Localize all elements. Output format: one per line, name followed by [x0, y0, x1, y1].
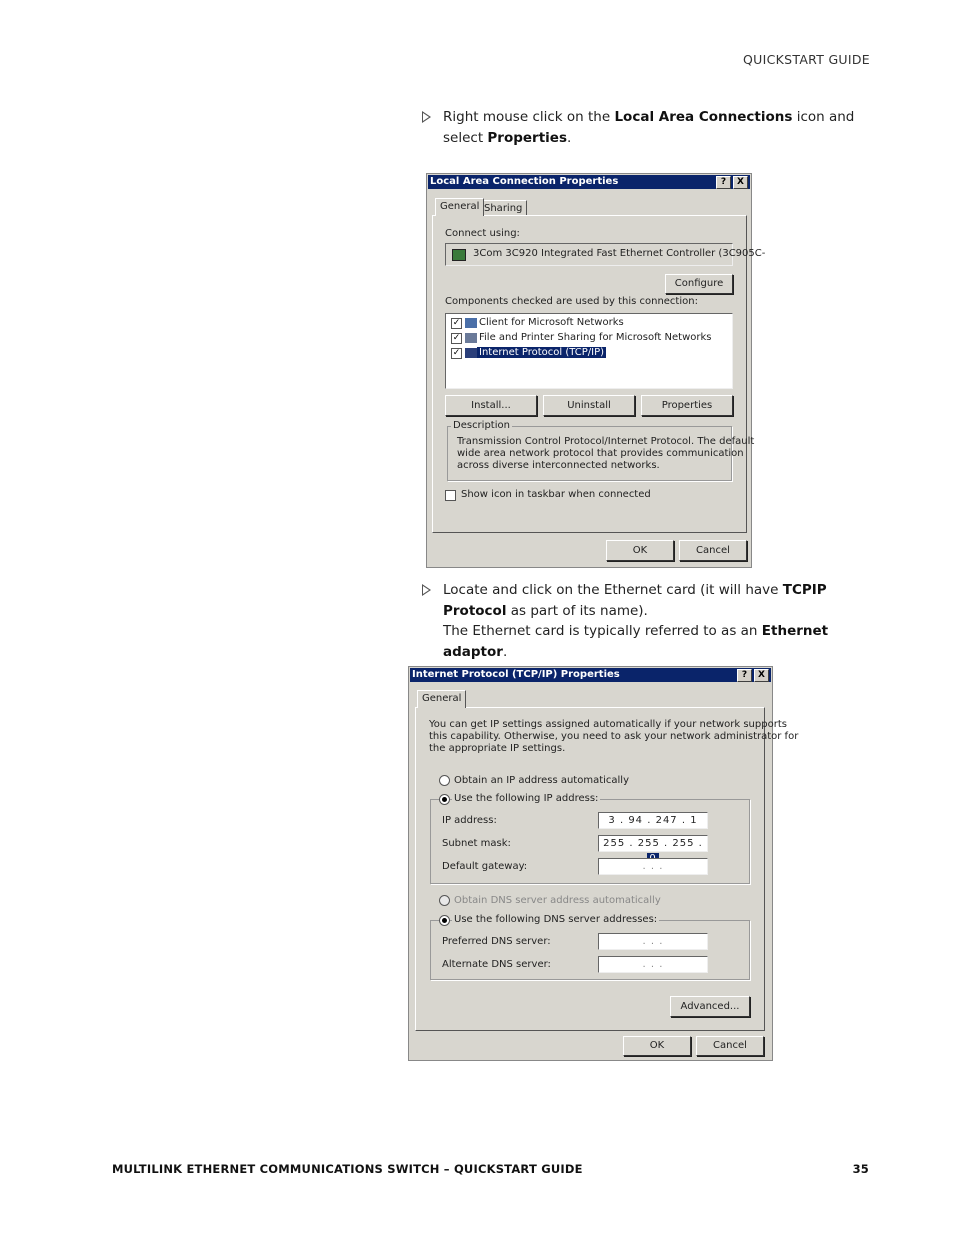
alternate-dns-label: Alternate DNS server: — [442, 959, 551, 970]
component-item-selected[interactable]: Internet Protocol (TCP/IP) — [479, 347, 605, 358]
instruction-step-2 — [422, 580, 872, 662]
tab-general[interactable]: General — [417, 690, 466, 708]
tcpip-properties-dialog — [408, 666, 799, 1061]
description-line: across diverse interconnected networks. — [457, 460, 660, 471]
ip-address-input[interactable]: 3 . 94 . 247 . 1 — [598, 812, 708, 829]
file-printer-sharing-checkbox[interactable]: ✓ — [452, 333, 461, 343]
instruction-step-2-text: Locate and click on the Ethernet card (it will have TCPIP Protocol as part of its name). The Ethernet card is typically referred to as an Ethernet adaptor. — [443, 582, 829, 660]
show-icon-checkbox[interactable] — [445, 490, 456, 501]
adapter-field: 3Com 3C920 Integrated Fast Ethernet Controller (3C905C- — [445, 243, 733, 266]
intro-line: the appropriate IP settings. — [429, 743, 566, 754]
instruction-step-1 — [422, 107, 872, 148]
obtain-dns-radio[interactable] — [439, 895, 450, 906]
ok-button[interactable]: OK — [606, 540, 674, 561]
intro-line: this capability. Otherwise, you need to ask your network administrator for — [429, 731, 799, 742]
install-button[interactable]: Install... — [445, 395, 537, 416]
configure-button[interactable]: Configure — [665, 274, 733, 294]
footer-title: MULTILINK ETHERNET COMMUNICATIONS SWITCH – QUICKSTART GUIDE — [112, 1162, 583, 1176]
ip-address-label: IP address: — [442, 815, 497, 826]
use-ip-label: Use the following IP address: — [454, 793, 599, 804]
help-button[interactable]: ? — [737, 669, 752, 682]
help-button[interactable]: ? — [716, 176, 731, 189]
running-header: QUICKSTART GUIDE — [743, 52, 870, 67]
obtain-ip-radio[interactable] — [439, 775, 450, 786]
connect-using-label: Connect using: — [445, 228, 520, 239]
alternate-dns-input[interactable]: . . . — [598, 956, 708, 973]
cancel-button[interactable]: Cancel — [679, 540, 747, 561]
client-ms-networks-checkbox[interactable]: ✓ — [452, 318, 461, 328]
description-title: Description — [453, 420, 510, 431]
dialog-title-bar: Internet Protocol (TCP/IP) Properties ? X — [410, 668, 771, 682]
tab-sharing[interactable]: Sharing — [479, 200, 527, 216]
tcpip-checkbox[interactable]: ✓ — [452, 348, 461, 358]
component-item[interactable]: Client for Microsoft Networks — [479, 317, 624, 328]
sharing-icon — [465, 333, 477, 343]
components-label: Components checked are used by this connection: — [445, 296, 698, 307]
use-dns-radio[interactable] — [439, 915, 450, 926]
preferred-dns-label: Preferred DNS server: — [442, 936, 551, 947]
page-number: 35 — [852, 1162, 869, 1176]
show-icon-label: Show icon in taskbar when connected — [461, 489, 651, 500]
tab-general[interactable]: General — [435, 198, 484, 216]
ok-button[interactable]: OK — [623, 1036, 691, 1056]
local-area-connection-properties-dialog — [426, 173, 766, 568]
use-ip-radio[interactable] — [439, 794, 450, 805]
description-line: Transmission Control Protocol/Internet Protocol. The default — [457, 436, 755, 447]
advanced-button[interactable]: Advanced... — [670, 996, 750, 1017]
component-item[interactable]: File and Printer Sharing for Microsoft Networks — [479, 332, 712, 343]
preferred-dns-input[interactable]: . . . — [598, 933, 708, 950]
default-gateway-input[interactable]: . . . — [598, 858, 708, 875]
subnet-mask-input[interactable]: 255 . 255 . 255 . — [598, 835, 708, 852]
obtain-ip-label: Obtain an IP address automatically — [454, 775, 630, 786]
components-list[interactable] — [445, 313, 733, 389]
client-icon — [465, 318, 477, 328]
bullet-triangle-icon — [422, 584, 431, 596]
properties-button[interactable]: Properties — [641, 395, 733, 416]
description-line: wide area network protocol that provides communication — [457, 448, 744, 459]
protocol-icon — [465, 348, 477, 358]
subnet-mask-label: Subnet mask: — [442, 838, 511, 849]
uninstall-button[interactable]: Uninstall — [543, 395, 635, 416]
close-button[interactable]: X — [733, 176, 748, 189]
instruction-step-1-text: Right mouse click on the Local Area Connections icon and select Properties. — [443, 109, 855, 146]
obtain-dns-label: Obtain DNS server address automatically — [454, 895, 661, 906]
cancel-button[interactable]: Cancel — [696, 1036, 764, 1056]
use-dns-label: Use the following DNS server addresses: — [454, 914, 658, 925]
dialog-title-bar: Local Area Connection Properties ? X — [428, 175, 750, 189]
network-card-icon — [452, 249, 466, 261]
bullet-triangle-icon — [422, 111, 431, 123]
close-button[interactable]: X — [754, 669, 769, 682]
intro-line: You can get IP settings assigned automatically if your network supports — [429, 719, 787, 730]
default-gateway-label: Default gateway: — [442, 861, 528, 872]
